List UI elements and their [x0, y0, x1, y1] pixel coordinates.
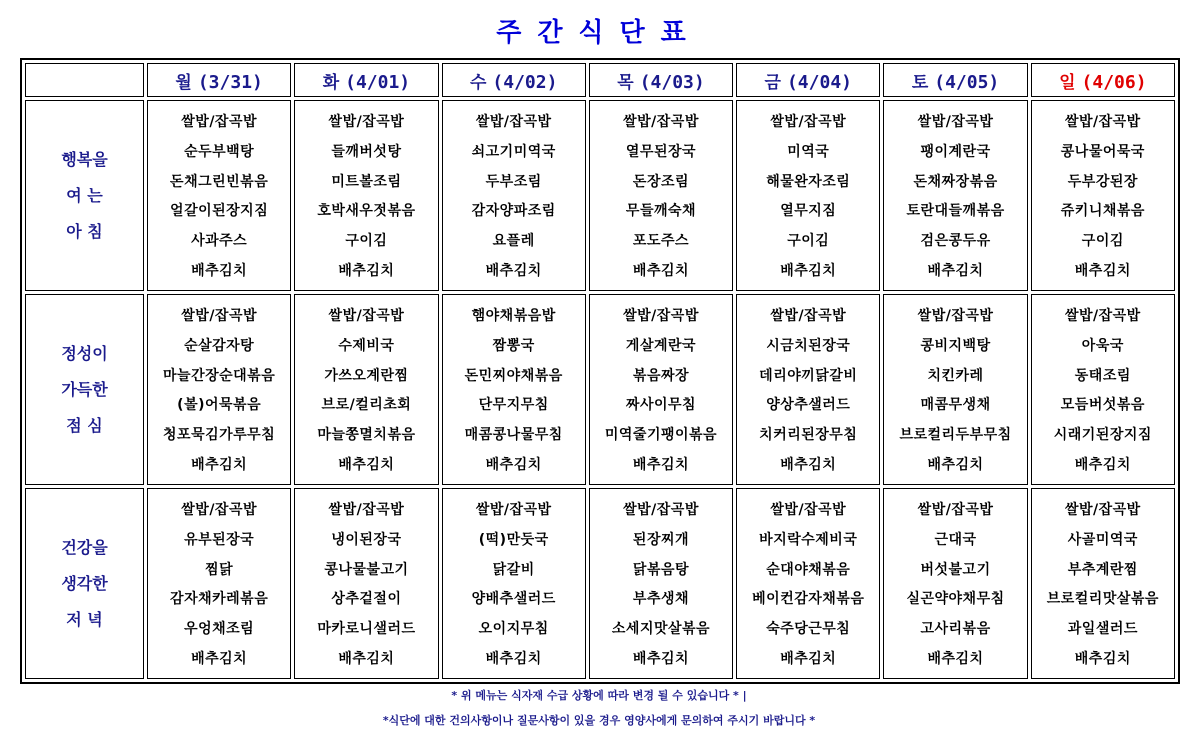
menu-cell-dinner-fri: [736, 488, 880, 679]
menu-item: 팽이계란국: [920, 143, 991, 160]
menu-item: 쌀밥/잡곡밥: [1064, 501, 1141, 518]
day-date-wed: (4/02): [492, 71, 558, 93]
day-header-sun: [1031, 63, 1175, 97]
menu-item: 감자채카레볶음: [170, 591, 269, 608]
menu-item: 쌀밥/잡곡밥: [770, 501, 847, 518]
day-date-sat: (4/05): [934, 71, 1000, 93]
menu-item-list: [590, 301, 732, 480]
menu-item: 가쓰오계란찜: [324, 367, 409, 384]
menu-item: 토란대들깨볶음: [906, 203, 1005, 220]
menu-item: 모듬버섯볶음: [1060, 397, 1145, 414]
menu-item: 검은콩두유: [920, 233, 991, 250]
menu-item: 쌀밥/잡곡밥: [475, 113, 552, 130]
menu-item: 배추김치: [191, 457, 248, 474]
menu-item: 배추김치: [780, 263, 837, 280]
day-date-tue: (4/01): [345, 71, 411, 93]
page-title: 주간식단표: [496, 18, 702, 48]
weekly-menu-table: [20, 58, 1180, 684]
menu-item: 유부된장국: [184, 531, 255, 548]
menu-item: 호박새우젓볶음: [317, 203, 416, 220]
menu-item: 베이컨감자채볶음: [752, 591, 865, 608]
menu-item: 감자양파조림: [471, 203, 556, 220]
menu-item: 배추김치: [485, 263, 542, 280]
menu-cell-breakfast-tue: [294, 100, 438, 291]
menu-item: 데리야끼닭갈비: [759, 367, 858, 384]
day-header-wed: [442, 63, 586, 97]
menu-item: 배추김치: [1074, 457, 1131, 474]
menu-cell-dinner-thu: [589, 488, 733, 679]
menu-item: 아욱국: [1081, 337, 1124, 354]
meal-label-line: 가득한: [61, 379, 108, 399]
day-icon-mon: 월: [175, 72, 192, 93]
menu-item: 쌀밥/잡곡밥: [1064, 307, 1141, 324]
menu-item: 두부조림: [485, 173, 542, 190]
menu-item: 순살감자탕: [184, 337, 255, 354]
menu-item: 쌀밥/잡곡밥: [623, 307, 699, 324]
menu-item: (볼)어묵볶음: [177, 397, 262, 414]
menu-cell-breakfast-sat: [883, 100, 1027, 291]
menu-item: 부추계란찜: [1067, 561, 1138, 578]
menu-item: 시래기된장지짐: [1053, 427, 1152, 444]
menu-item-list: [1032, 495, 1174, 674]
menu-item-list: [148, 301, 290, 480]
meal-row-breakfast: [25, 100, 1175, 291]
menu-item: 쌀밥/잡곡밥: [181, 307, 257, 324]
menu-item: 닭볶음탕: [632, 561, 690, 578]
menu-item: 근대국: [934, 531, 977, 548]
meal-label-line: 아 침: [66, 221, 103, 241]
menu-item: 해물완자조림: [766, 173, 851, 190]
menu-item-list: [737, 107, 879, 286]
menu-item: 구이김: [787, 233, 830, 250]
menu-cell-breakfast-fri: [736, 100, 880, 291]
menu-item: 닭갈비: [492, 561, 535, 578]
menu-item: 과일샐러드: [1067, 621, 1138, 638]
day-header-tue: [294, 63, 438, 97]
menu-item: 브로/컬리초회: [321, 397, 412, 414]
menu-item: 단무지무침: [478, 397, 549, 414]
meal-label-lunch: [25, 294, 144, 485]
day-icon-fri: 금: [764, 72, 781, 93]
menu-item-list: [295, 495, 437, 674]
menu-item: 배추김치: [927, 263, 984, 280]
menu-item: 쌀밥/잡곡밥: [917, 501, 994, 518]
day-icon-tue: 화: [322, 72, 340, 93]
day-icon-sat: 토: [911, 72, 929, 93]
meal-label-line: 점 심: [66, 415, 103, 435]
menu-item: 돈채짜장볶음: [913, 173, 998, 190]
menu-item: (떡)만둣국: [478, 531, 549, 548]
meal-label-breakfast: [25, 100, 144, 291]
menu-item: 브로컬리두부무침: [899, 427, 1012, 444]
menu-item-list: [443, 107, 585, 286]
menu-item: 열무된장국: [625, 143, 697, 160]
menu-item: 순두부백탕: [184, 143, 255, 160]
menu-item: 오이지무침: [478, 621, 549, 638]
menu-item: 배추김치: [927, 457, 984, 474]
menu-item: 실곤약야채무침: [906, 591, 1005, 608]
menu-item: 배추김치: [191, 263, 248, 280]
meal-label-line: 건강을: [61, 537, 108, 557]
menu-item: 게살계란국: [625, 337, 697, 354]
menu-item: 냉이된장국: [331, 531, 402, 548]
menu-item: 요플레: [492, 233, 535, 250]
menu-item: 소세지맛살볶음: [611, 621, 711, 638]
day-date-fri: (4/04): [786, 71, 852, 93]
menu-item: 고사리볶음: [920, 621, 991, 638]
meal-label-line: 생각한: [61, 573, 108, 593]
day-date-mon: (3/31): [197, 71, 263, 93]
menu-cell-dinner-mon: [147, 488, 291, 679]
menu-item: 마늘간장순대볶음: [163, 367, 276, 384]
menu-cell-lunch-fri: [736, 294, 880, 485]
menu-cell-lunch-sun: [1031, 294, 1175, 485]
meal-label-line: 행복을: [61, 149, 108, 169]
menu-item: 동태조림: [1074, 367, 1131, 384]
corner-cell: [25, 63, 144, 97]
menu-cell-dinner-sun: [1031, 488, 1175, 679]
menu-item: 배추김치: [632, 457, 690, 474]
menu-item: 햄야채볶음밥: [471, 307, 556, 324]
menu-item: 상추겉절이: [331, 591, 402, 608]
menu-cell-breakfast-wed: [442, 100, 586, 291]
menu-item: 쥬키니채볶음: [1060, 203, 1145, 220]
menu-item: 볶음짜장: [632, 367, 690, 384]
menu-item: 수제비국: [338, 337, 395, 354]
day-icon-wed: 수: [469, 72, 487, 93]
menu-item: 배추김치: [632, 651, 690, 668]
menu-item: 배추김치: [927, 651, 984, 668]
menu-item-list: [884, 495, 1026, 674]
day-header-sat: [883, 63, 1027, 97]
menu-item: 사골미역국: [1067, 531, 1138, 548]
menu-item-list: [737, 301, 879, 480]
menu-item: 미역줄기팽이볶음: [604, 427, 718, 444]
menu-item: 배추김치: [191, 651, 248, 668]
menu-item: 들깨버섯탕: [331, 143, 402, 160]
menu-item: 쌀밥/잡곡밥: [917, 307, 994, 324]
menu-item: 배추김치: [485, 457, 542, 474]
day-icon-sun: 일: [1059, 72, 1076, 93]
menu-item-list: [1032, 301, 1174, 480]
menu-cell-lunch-wed: [442, 294, 586, 485]
meal-label-line: 여 는: [66, 185, 103, 205]
menu-cell-breakfast-sun: [1031, 100, 1175, 291]
day-header-row: [25, 63, 1175, 97]
menu-item: 배추김치: [338, 263, 395, 280]
menu-item: 배추김치: [1074, 263, 1131, 280]
menu-item-list: [148, 495, 290, 674]
menu-cell-lunch-tue: [294, 294, 438, 485]
menu-item: 배추김치: [485, 651, 542, 668]
menu-item: 쌀밥/잡곡밥: [328, 501, 405, 518]
menu-item: 브로컬리맛살볶음: [1046, 591, 1159, 608]
menu-item: 배추김치: [780, 651, 837, 668]
menu-item: 찜닭: [205, 561, 234, 578]
menu-item: 쌀밥/잡곡밥: [181, 113, 257, 130]
day-header-fri: [736, 63, 880, 97]
menu-item: 버섯불고기: [920, 561, 991, 578]
menu-item-list: [295, 107, 437, 286]
menu-item: 청포묵김가루무침: [163, 427, 276, 444]
menu-item-list: [295, 301, 437, 480]
menu-item: 양상추샐러드: [766, 397, 851, 414]
menu-item: 된장찌개: [632, 531, 690, 548]
menu-cell-dinner-wed: [442, 488, 586, 679]
menu-item-list: [443, 495, 585, 674]
menu-item: 구이김: [345, 233, 388, 250]
menu-cell-breakfast-mon: [147, 100, 291, 291]
menu-cell-lunch-sat: [883, 294, 1027, 485]
menu-item: 두부강된장: [1067, 173, 1138, 190]
menu-item: 쌀밥/잡곡밥: [917, 113, 994, 130]
menu-item: 포도주스: [632, 233, 690, 250]
menu-item-list: [443, 301, 585, 480]
menu-item: 부추생채: [632, 591, 690, 608]
footer-contact-notice: *식단에 대한 건의사항이나 질문사항이 있을 경우 영양사에게 문의하여 주시기 바랍니다 *: [382, 714, 816, 727]
menu-item: 쌀밥/잡곡밥: [623, 501, 699, 518]
menu-item: 사과주스: [191, 233, 248, 250]
menu-item: 바지락수제비국: [759, 531, 858, 548]
menu-item: 배추김치: [1074, 651, 1131, 668]
menu-item: 배추김치: [338, 457, 395, 474]
footer-notice: * 위 메뉴는 식자재 수급 상황에 따라 변경 될 수 있습니다 * |: [451, 689, 747, 702]
menu-item: 미역국: [787, 143, 830, 160]
menu-item: 순대야채볶음: [766, 561, 851, 578]
menu-item: 열무지짐: [780, 203, 837, 220]
meal-label-dinner: [25, 488, 144, 679]
menu-item: 돈채그린빈볶음: [170, 173, 269, 190]
menu-item-list: [148, 107, 290, 286]
menu-item: 마카로니샐러드: [317, 621, 416, 638]
meal-row-dinner: [25, 488, 1175, 679]
menu-item: 배추김치: [632, 263, 690, 280]
menu-item: 얼갈이된장지짐: [170, 203, 269, 220]
menu-item: 쌀밥/잡곡밥: [623, 113, 699, 130]
menu-item: 배추김치: [338, 651, 395, 668]
meal-label-line: 저 녁: [66, 609, 103, 629]
menu-cell-lunch-mon: [147, 294, 291, 485]
menu-item: 쌀밥/잡곡밥: [328, 113, 405, 130]
menu-item: 돈장조림: [632, 173, 690, 190]
menu-cell-breakfast-thu: [589, 100, 733, 291]
menu-item: 콩나물불고기: [324, 561, 409, 578]
menu-item: 쇠고기미역국: [471, 143, 556, 160]
menu-item: 쌀밥/잡곡밥: [770, 307, 847, 324]
menu-item: 쌀밥/잡곡밥: [181, 501, 257, 518]
menu-cell-lunch-thu: [589, 294, 733, 485]
menu-item: 무들깨숙채: [625, 203, 697, 220]
menu-item-list: [884, 107, 1026, 286]
menu-item: 짬뽕국: [492, 337, 535, 354]
menu-cell-dinner-sat: [883, 488, 1027, 679]
day-date-sun: (4/06): [1081, 71, 1147, 93]
menu-item: 양배추샐러드: [471, 591, 556, 608]
menu-item: 쌀밥/잡곡밥: [328, 307, 405, 324]
menu-item: 매콤콩나물무침: [464, 427, 563, 444]
menu-item-list: [590, 495, 732, 674]
menu-cell-dinner-tue: [294, 488, 438, 679]
menu-item-list: [590, 107, 732, 286]
menu-item: 마늘쫑멸치볶음: [317, 427, 416, 444]
menu-item: 콩나물어묵국: [1060, 143, 1145, 160]
menu-item: 쌀밥/잡곡밥: [1064, 113, 1141, 130]
menu-item: 우엉채조림: [184, 621, 255, 638]
menu-item-list: [737, 495, 879, 674]
menu-item: 미트볼조림: [331, 173, 402, 190]
menu-item: 배추김치: [780, 457, 837, 474]
day-header-thu: [589, 63, 733, 97]
meal-label-line: 정성이: [61, 343, 108, 363]
day-date-thu: (4/03): [639, 71, 705, 93]
menu-item: 구이김: [1081, 233, 1124, 250]
menu-item: 짜사이무침: [625, 397, 697, 414]
menu-item: 치킨카레: [927, 367, 984, 384]
menu-item: 치커리된장무침: [759, 427, 858, 444]
menu-item: 매콤무생채: [920, 397, 991, 414]
day-icon-thu: 목: [617, 72, 634, 93]
menu-item-list: [1032, 107, 1174, 286]
menu-item-list: [884, 301, 1026, 480]
menu-item: 돈민찌야채볶음: [464, 367, 563, 384]
day-header-mon: [147, 63, 291, 97]
menu-item: 시금치된장국: [766, 337, 851, 354]
menu-item: 숙주당근무침: [766, 621, 851, 638]
menu-item: 쌀밥/잡곡밥: [770, 113, 847, 130]
menu-item: 쌀밥/잡곡밥: [475, 501, 552, 518]
menu-item: 콩비지백탕: [920, 337, 991, 354]
meal-row-lunch: [25, 294, 1175, 485]
